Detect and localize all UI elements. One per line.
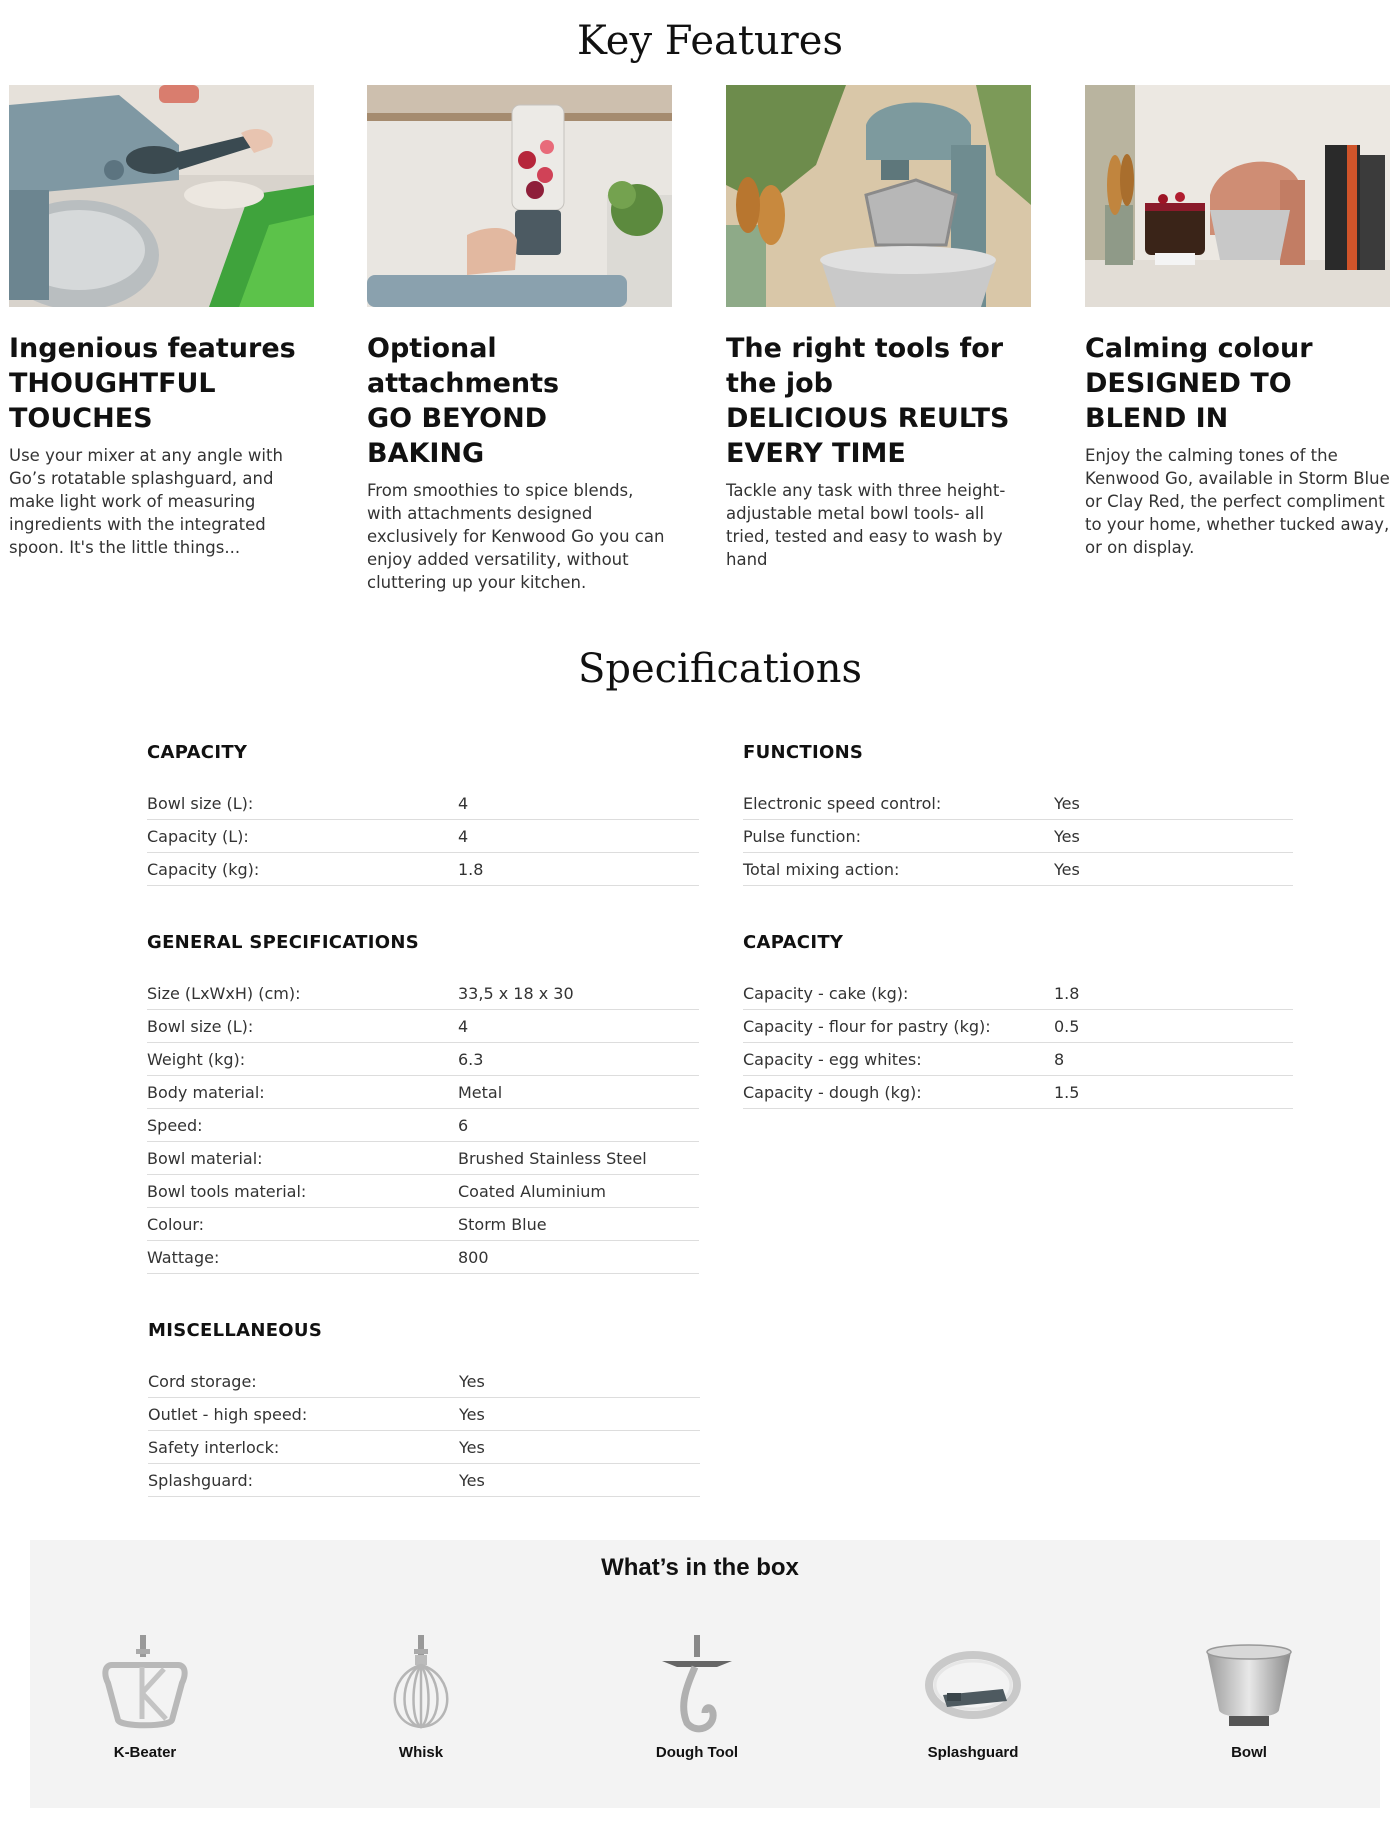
spec-group-functions <box>743 742 1293 886</box>
spec-group-capacity-detail <box>743 932 1293 1109</box>
spec-label: Bowl size (L): <box>147 793 254 813</box>
spec-label: Pulse function: <box>743 826 861 846</box>
spec-value: Storm Blue <box>458 1214 547 1234</box>
spec-value: Yes <box>459 1437 485 1457</box>
box-item-label: Bowl <box>1231 1744 1267 1761</box>
spec-row <box>147 1109 699 1142</box>
feature-description: Tackle any task with three height-adjustable metal bowl tools- all tried, tested and easy to wash by hand <box>726 481 1006 569</box>
spec-row <box>147 1076 699 1109</box>
feature-photo-splashguard <box>9 85 314 307</box>
spec-group-heading: MISCELLANEOUS <box>148 1320 323 1341</box>
spec-label: Colour: <box>147 1214 205 1234</box>
spec-row <box>147 1142 699 1175</box>
feature-photo-blender <box>367 85 672 307</box>
spec-value: 4 <box>458 793 469 813</box>
feature-photo-clay-red-mixer <box>1085 85 1390 307</box>
spec-label: Capacity - egg whites: <box>743 1049 922 1069</box>
spec-value: Yes <box>1054 826 1080 846</box>
feature-card-attachments <box>367 85 672 594</box>
spec-value: 4 <box>458 1016 469 1036</box>
spec-label: Bowl size (L): <box>147 1016 254 1036</box>
spec-value: Brushed Stainless Steel <box>458 1148 647 1168</box>
spec-value: 1.5 <box>1054 1082 1080 1102</box>
spec-value: 0.5 <box>1054 1016 1080 1036</box>
spec-label: Safety interlock: <box>148 1437 280 1457</box>
spec-value: Yes <box>459 1371 485 1391</box>
feature-description: From smoothies to spice blends, with attachments designed exclusively for Kenwood Go you can enjoy added versatility, without cluttering up your kitchen. <box>367 481 665 592</box>
spec-table <box>147 977 699 1274</box>
spec-value: 33,5 x 18 x 30 <box>458 983 574 1003</box>
spec-row <box>743 820 1293 853</box>
box-item-dough-tool <box>607 1630 787 1761</box>
spec-row <box>147 1241 699 1274</box>
spec-row <box>743 853 1293 886</box>
spec-label: Capacity (L): <box>147 826 249 846</box>
spec-label: Capacity - cake (kg): <box>743 983 909 1003</box>
feature-description: Enjoy the calming tones of the Kenwood Go, available in Storm Blue or Clay Red, the perfect compliment to your home, whether tucked away, or on display. <box>1085 446 1390 557</box>
spec-value: Coated Aluminium <box>458 1181 606 1201</box>
spec-label: Bowl material: <box>147 1148 263 1168</box>
spec-label: Bowl tools material: <box>147 1181 307 1201</box>
spec-row <box>743 787 1293 820</box>
spec-value: 800 <box>458 1247 489 1267</box>
feature-photo-stand-mixer <box>726 85 1031 307</box>
spec-row <box>148 1365 700 1398</box>
spec-group-heading: CAPACITY <box>147 742 248 763</box>
spec-group-misc <box>148 1320 700 1497</box>
splashguard-icon <box>923 1645 1023 1725</box>
key-features-title: Key Features <box>576 18 844 64</box>
spec-row <box>743 1010 1293 1043</box>
box-item-whisk <box>331 1630 511 1761</box>
spec-value: Metal <box>458 1082 503 1102</box>
spec-row <box>147 1010 699 1043</box>
spec-row <box>148 1464 700 1497</box>
whats-in-the-box-section <box>30 1540 1380 1808</box>
spec-row <box>743 1043 1293 1076</box>
spec-row <box>147 977 699 1010</box>
k-beater-icon <box>100 1635 190 1735</box>
box-item-bowl <box>1159 1630 1339 1761</box>
spec-label: Cord storage: <box>148 1371 257 1391</box>
spec-label: Weight (kg): <box>147 1049 246 1069</box>
box-item-label: K-Beater <box>113 1744 177 1761</box>
spec-group-heading: CAPACITY <box>743 932 844 953</box>
spec-table <box>743 787 1293 886</box>
spec-label: Capacity - dough (kg): <box>743 1082 922 1102</box>
feature-card-colour <box>1085 85 1390 559</box>
box-item-label: Dough Tool <box>655 1744 739 1761</box>
spec-row <box>147 1043 699 1076</box>
spec-value: 6.3 <box>458 1049 484 1069</box>
spec-row <box>147 820 699 853</box>
feature-heading: Optional attachments GO BEYOND BAKING <box>367 333 560 469</box>
spec-row <box>147 1208 699 1241</box>
spec-label: Electronic speed control: <box>743 793 942 813</box>
spec-value: 4 <box>458 826 469 846</box>
box-item-label: Splashguard <box>927 1744 1019 1761</box>
spec-label: Splashguard: <box>148 1470 253 1490</box>
spec-group-heading: FUNCTIONS <box>743 742 864 763</box>
spec-group-heading: GENERAL SPECIFICATIONS <box>147 932 419 953</box>
spec-label: Outlet - high speed: <box>148 1404 308 1424</box>
spec-value: 6 <box>458 1115 469 1135</box>
spec-row <box>743 977 1293 1010</box>
spec-value: 8 <box>1054 1049 1065 1069</box>
spec-table <box>147 787 699 886</box>
spec-value: 1.8 <box>458 859 484 879</box>
spec-label: Body material: <box>147 1082 265 1102</box>
spec-row <box>148 1431 700 1464</box>
spec-row <box>743 1076 1293 1109</box>
feature-card-tools <box>726 85 1031 571</box>
spec-label: Size (LxWxH) (cm): <box>147 983 301 1003</box>
spec-label: Wattage: <box>147 1247 220 1267</box>
feature-heading: Calming colour DESIGNED TO BLEND IN <box>1085 333 1313 434</box>
box-item-k-beater <box>55 1630 235 1761</box>
spec-table <box>743 977 1293 1109</box>
spec-value: Yes <box>459 1470 485 1490</box>
spec-row <box>147 853 699 886</box>
spec-label: Capacity (kg): <box>147 859 260 879</box>
dough-hook-icon <box>657 1635 737 1735</box>
spec-table <box>148 1365 700 1497</box>
box-item-splashguard <box>883 1630 1063 1761</box>
spec-value: Yes <box>1054 859 1080 879</box>
spec-group-capacity <box>147 742 699 886</box>
box-item-label: Whisk <box>398 1744 444 1761</box>
spec-row <box>147 787 699 820</box>
bowl-icon <box>1199 1640 1299 1730</box>
whisk-icon <box>381 1635 461 1735</box>
spec-value: Yes <box>1054 793 1080 813</box>
spec-label: Speed: <box>147 1115 203 1135</box>
whats-in-the-box-title: What’s in the box <box>601 1554 799 1581</box>
spec-row <box>147 1175 699 1208</box>
spec-value: 1.8 <box>1054 983 1080 1003</box>
feature-card-ingenious <box>9 85 314 559</box>
spec-group-general <box>147 932 699 1274</box>
feature-description: Use your mixer at any angle with Go’s rotatable splashguard, and make light work of measuring ingredients with the integrated spoon. It's the little things... <box>9 446 283 557</box>
specifications-title: Specifications <box>577 646 863 692</box>
spec-label: Total mixing action: <box>743 859 900 879</box>
feature-heading: The right tools for the job DELICIOUS REULTS EVERY TIME <box>726 333 1010 469</box>
feature-heading: Ingenious features THOUGHTFUL TOUCHES <box>9 333 296 434</box>
spec-row <box>148 1398 700 1431</box>
spec-label: Capacity - flour for pastry (kg): <box>743 1016 991 1036</box>
spec-value: Yes <box>459 1404 485 1424</box>
